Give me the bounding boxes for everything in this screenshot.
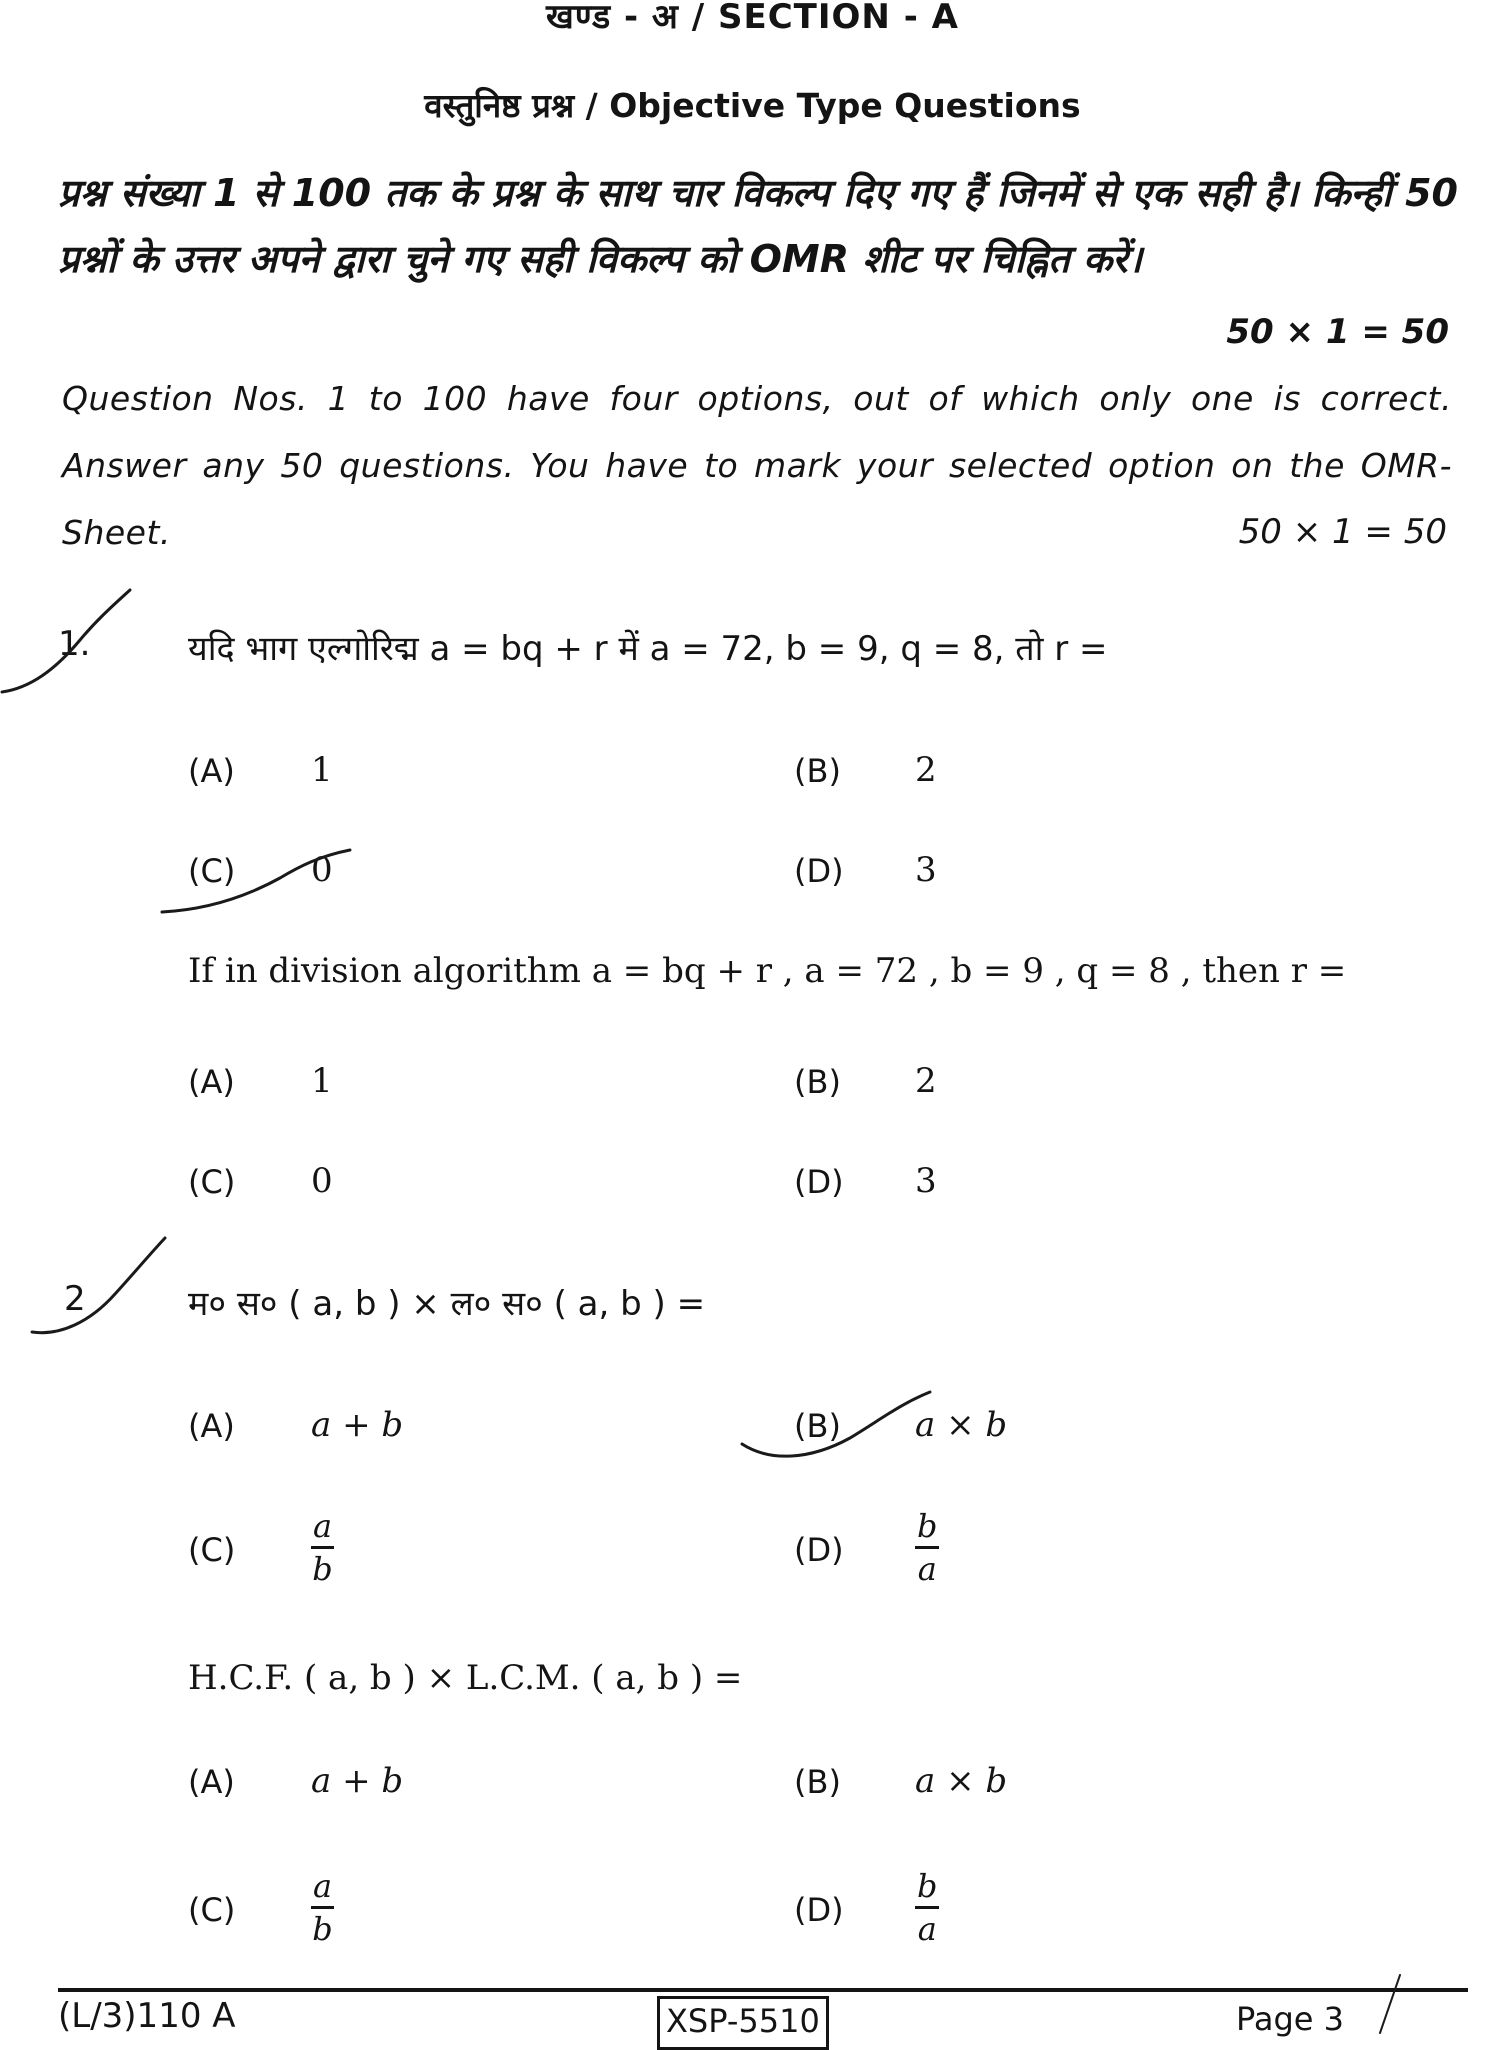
option-value[interactable]: 0 [311, 1161, 333, 1201]
fraction-denominator: a [917, 1910, 937, 1948]
section-subtitle: वस्तुनिष्ठ प्रश्न / Objective Type Questions [424, 86, 1081, 125]
option-value[interactable]: 1 [311, 750, 333, 790]
footer-divider [58, 1988, 1468, 1992]
option-value[interactable]: 0 [311, 850, 333, 890]
option-label[interactable]: (D) [794, 1891, 844, 1929]
handwritten-tick-icon [0, 580, 140, 700]
handwritten-stroke-icon [1370, 1975, 1410, 2035]
fraction-numerator: b [915, 1508, 939, 1549]
fraction-denominator: b [312, 1910, 333, 1948]
option-label[interactable]: (A) [188, 1407, 235, 1445]
option-label[interactable]: (A) [188, 1763, 235, 1801]
option-label[interactable]: (C) [188, 852, 236, 890]
question-text-hindi: यदि भाग एल्गोरिद्म a = bq + r में a = 72, b = 9, q = 8, तो r = [188, 629, 1108, 669]
fraction-numerator: a [311, 1868, 334, 1909]
page-number: Page 3 [1236, 2000, 1344, 2038]
option-label[interactable]: (D) [794, 852, 844, 890]
series-code-box: XSP-5510 [657, 1996, 829, 2050]
question-text-english: H.C.F. ( a, b ) × L.C.M. ( a, b ) = [188, 1658, 743, 1698]
option-value[interactable]: 3 [915, 1161, 937, 1201]
handwritten-underline-icon [740, 1392, 940, 1472]
option-value[interactable]: a + b [311, 1405, 404, 1445]
paper-code: (L/3)110 A [58, 1996, 236, 2036]
option-label[interactable]: (C) [188, 1891, 236, 1929]
marks-hindi: 50 × 1 = 50 [1226, 312, 1449, 352]
option-value-fraction[interactable] [311, 1508, 334, 1587]
option-value-fraction[interactable] [915, 1508, 939, 1587]
question-text-hindi: म० स० ( a, b ) × ल० स० ( a, b ) = [188, 1284, 706, 1324]
option-label[interactable]: (A) [188, 1063, 235, 1101]
instructions-hindi: प्रश्न संख्या 1 से 100 तक के प्रश्न के साथ चार विकल्प दिए गए हैं जिनमें से एक सही है। किन्हीं 50 प्रश्नों के उत्तर अपने द्वारा चुने गए सही विकल्प को OMR शीट पर चिह्नित करें। [58, 171, 1458, 281]
option-value-fraction[interactable] [915, 1868, 939, 1947]
question-number: 1. [58, 624, 91, 664]
handwritten-underline-icon [160, 850, 360, 920]
marks-english: 50 × 1 = 50 [1238, 512, 1447, 552]
option-label[interactable]: (A) [188, 752, 235, 790]
option-value[interactable]: a + b [311, 1761, 404, 1801]
option-label[interactable]: (C) [188, 1163, 236, 1201]
option-value[interactable]: 2 [915, 1061, 937, 1101]
option-value[interactable]: 2 [915, 750, 937, 790]
fraction-numerator: b [915, 1868, 939, 1909]
fraction-denominator: b [312, 1550, 333, 1588]
section-title: खण्ड - अ / SECTION - A [546, 0, 959, 37]
fraction-denominator: a [917, 1550, 937, 1588]
instructions-english: Question Nos. 1 to 100 have four options, out of which only one is correct. Answer any 50 questions. You have to mark your selected option on the OMR-Sheet. [62, 379, 1452, 552]
option-label[interactable]: (C) [188, 1531, 236, 1569]
option-value[interactable]: 3 [915, 850, 937, 890]
question-text-english: If in division algorithm a = bq + r , a = 72 , b = 9 , q = 8 , then r = [188, 951, 1347, 991]
option-value[interactable]: a × b [915, 1761, 1008, 1801]
handwritten-tick-icon [30, 1232, 180, 1342]
option-label[interactable]: (D) [794, 1531, 844, 1569]
option-value[interactable]: a × b [915, 1405, 1008, 1445]
option-label[interactable]: (B) [794, 752, 841, 790]
option-label[interactable]: (D) [794, 1163, 844, 1201]
option-value-fraction[interactable] [311, 1868, 334, 1947]
question-number: 2 [64, 1279, 86, 1319]
fraction-numerator: a [311, 1508, 334, 1549]
option-label[interactable]: (B) [794, 1407, 841, 1445]
option-value[interactable]: 1 [311, 1061, 333, 1101]
option-label[interactable]: (B) [794, 1763, 841, 1801]
option-label[interactable]: (B) [794, 1063, 841, 1101]
